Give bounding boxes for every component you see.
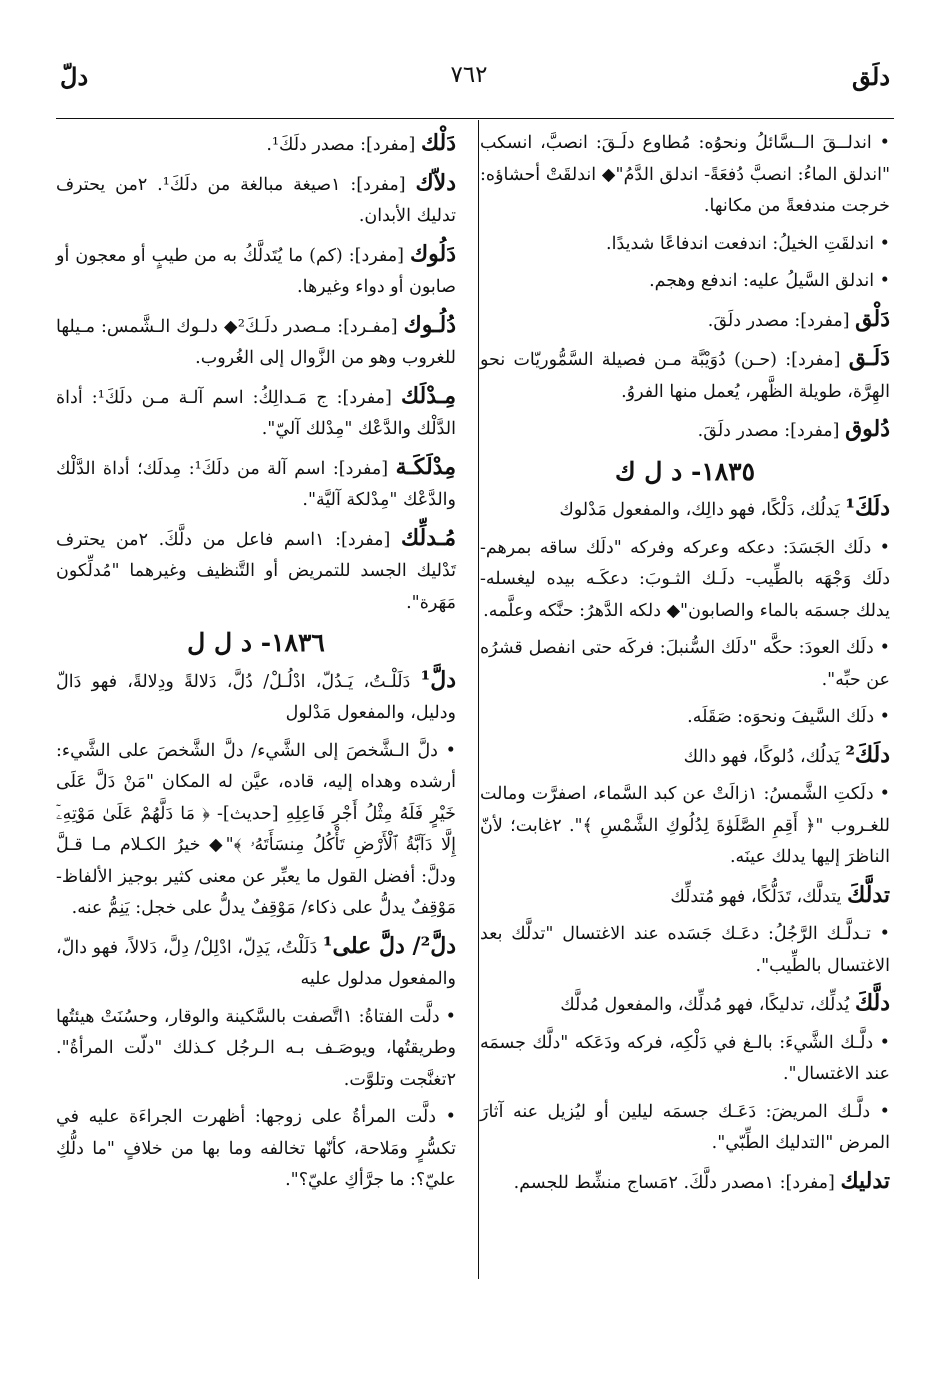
entry-definition: دَلَلْتُ، يَدِلّ، ادْلِلْ/ دِلَّ، دَلالاً، فهو دالّ، والمفعول مدلول عليه xyxy=(56,937,456,989)
dictionary-entry xyxy=(56,931,456,996)
entry-definition: [مفرد]: ١صيغة مبالغة من دلَكَ¹. ٢من يحترف تدليك الأبدان. xyxy=(56,174,456,226)
right-column xyxy=(480,128,890,1205)
dictionary-entry xyxy=(480,343,890,408)
entry-headword: دلَّكَ xyxy=(854,990,890,1016)
dictionary-entry xyxy=(480,740,890,774)
entry-definition: [مفـرد]: مـصدر دلَـكَ²◆ دلـوك الـشَّمس: مـيلها للغروب وهو من الزَّوال إلى الغُروب. xyxy=(56,316,456,368)
entry-sense: • دلَّـك المريضَ: دَعَـك جسمَه ليلين أو ليُزيل عنه آثارَ المرض "التدليك الطِّبّي". xyxy=(480,1101,890,1153)
left-column xyxy=(56,128,456,1203)
entry-definition: [مفرد]: مصدر دلَقَ. xyxy=(707,310,856,331)
entry-sense: • تـدلَّـك الرَّجُلُ: دعَـك جَسَده عند الاغتسال "تدلَّك بعد الاغتسال بالطِّيب". xyxy=(480,924,890,976)
entry-headword: دُلوق xyxy=(845,416,890,442)
dictionary-entry xyxy=(56,452,456,517)
entry-headword: تدلَّكَ xyxy=(847,881,890,908)
entry-sense: • دلَّت المرأةُ على زوجها: أظهرت الجراءَة عليه في تكسُّرٍ ومَلاحة، كأنّها تخالفه وما بها من خلافٍ "ما دلُّكِ عليّ؟: ما جرَّأكِ عليّ؟". xyxy=(56,1107,456,1190)
entry-sense: • دلَك العودَ: حكَّه "دلَك السُّنبلَ: فركَه حتى انفصل قشرُه عن حبِّه". xyxy=(480,638,890,690)
entry-definition: [مفرد]: ١مصدر دلَّكَ. ٢مَساج منشِّط للجسم. xyxy=(513,1172,841,1193)
entry-sense: • دلَّت الفتاةُ: ١اتَّصفت بالسَّكينة والوقار، وحسُنَتْ هيئتُها وطريقتُها، ويوصَـف بـه الـرجُل كـذلك "دلّت المرأةُ". ٢تغنَّجت وتلوَّت. xyxy=(56,1006,457,1090)
entry-definition: يُدلِّك، تدليكًا، فهو مُدلِّك، والمفعول مُدلَّك xyxy=(560,995,855,1015)
dictionary-entry xyxy=(480,414,890,448)
dictionary-entry xyxy=(56,523,456,620)
entry-headword: مِدْلَكَـة xyxy=(395,453,456,480)
entry-headword: مِـدْلَك xyxy=(400,382,456,409)
entry-definition: [مفرد]: ج مَـدالِكُ: اسم آلـة مـن دلَكَ¹: أداة الدَّلْك والدَّعْك "مِدْلك آليّ". xyxy=(56,387,456,439)
entry-headword: دلاّك xyxy=(415,169,456,196)
entry-definition: يَدلُك، دُلوكًا، فهو دالك xyxy=(683,746,846,767)
entry-sense: • اندلــقَ الــسَّائلُ ونحوُه: مُطاوع دلَـقَ: انصبَّ، انسكب "اندلق الماءُ: انصبَّ دُفعَةً- اندلق الدَّمُ"◆ اندلقَتْ أحشاؤه: خرجت مندفعةً من مكانها. xyxy=(480,133,890,216)
section-heading: ١٨٣٦- د ل ل xyxy=(187,628,325,657)
entry-sense: • دلَك الجَسَدَ: دعكه وعركه وفركه "دلَك ساقه بمرهم- دلَك وَجْهَه بالطِّيب- دلَـك الثـوبَ: دعكَـه بيده ليغسله- يدلك جسمَه بالماء والصابون"◆ دلكه الدَّهرُ: حنَّكه وعلَّمه. xyxy=(480,537,890,621)
entry-headword: دُلُـوك xyxy=(403,311,457,338)
entry-definition: [مفرد]: اسم آلة من دلَكَ¹: مِدلَك؛ أداة الدَّلْك والدَّعْك "مِدْلكة آليَّة". xyxy=(56,458,456,510)
entry-definition: [مفرد]: مصدر دلَكَ¹. xyxy=(266,135,421,155)
entry-definition: [مفرد]: مصدر دلَقَ. xyxy=(697,421,846,441)
dictionary-entry xyxy=(56,128,456,162)
dictionary-entry xyxy=(56,239,456,304)
dictionary-entry xyxy=(480,493,890,527)
entry-headword: دلَّ²/ دلَّ على¹ xyxy=(322,932,457,959)
entry-sense: • دلَّ الـشَّخصَ إلى الشَّيء/ دلَّ الشَّخصَ على الشَّيء: أرشده وهداه إليه، قاده، عيَّن له المكان "مَنْ دَلَّ عَلَى خَيْرٍ فَلَهُ مِثْلُ أَجْرِ فَاعِلِهِ [حديث]- ﴿ مَا دَلَّهُمْ عَلَىٰ مَوْتِهِۦٓ إِلَّا دَآبَّةُ ٱلْأَرْضِ تَأْكُلُ مِنسَأَتَهُۥ ﴾"◆ خيرُ الكـلام مـا قـلَّ ودلَّ: أفضل القول ما يعبِّر عن معنى كثير بوجيز الألفاظ- مَوْقِفٌ يدلُّ على ذكاء/ مَوْقِفٌ يدلُّ على خجل: يَنِمُّ عنه. xyxy=(56,740,456,918)
dictionary-entry xyxy=(480,880,890,914)
entry-headword: دَلْك xyxy=(420,130,456,156)
entry-definition: [مفرد]: ١اسم فاعل من دلَّكَ. ٢من يحترف تَدْليك الجسد للتمريض أو التَّنظيف وغيرهما "مُدلِّكون مَهَرة". xyxy=(56,529,456,613)
entry-definition: [مفرد]: (كم) ما يُتَدلَّكُ به من طيبٍ أو معجون أو صابون أو دواء وغيرها. xyxy=(56,245,456,297)
entry-sense: • دلَكتِ الشَّمسُ: ١زالَتْ عن كبد السَّماء، اصفرَّت ومالت للغـروب "﴿ أَقِمِ الصَّلَوٰةَ لِدُلُوكِ الشَّمْسِ ﴾". ٢غابت؛ لأنّ الناظرَ إليها يدلك عينَه. xyxy=(480,784,890,867)
dictionary-entry xyxy=(56,310,456,375)
entry-headword: دلَكَ² xyxy=(845,741,890,768)
entry-headword: دلَّ¹ xyxy=(420,666,456,693)
entry-definition: يتدلَّك، تَدَلُّكًا، فهو مُتدلِّك xyxy=(670,886,848,907)
entry-sense: • دلَك السَّيفَ ونحوَه: صَقَلَه. xyxy=(687,707,890,727)
entry-headword: دلَكَ¹ xyxy=(845,495,890,521)
dictionary-entry xyxy=(480,1166,890,1200)
entry-headword: دَلَـق xyxy=(848,345,890,371)
entry-definition: دَلَلْـتُ، يَـدُلّ، ادْلُـلْ/ دُلَّ، دَلالةً ودِلالةً، فهو دَالّ ودليل، والمفعول مَدْلول xyxy=(56,671,456,723)
entry-definition: يَدلُك، دَلْكًا، فهو دالِك، والمفعول مَدْلوك xyxy=(559,500,846,520)
dictionary-entry xyxy=(56,168,456,233)
dictionary-entry xyxy=(56,665,456,730)
dictionary-entry xyxy=(56,381,456,446)
entry-headword: تدليك xyxy=(840,1167,890,1194)
entry-sense: • اندلقَتِ الخيلُ: اندفعت اندفاعًا شديدًا. xyxy=(606,233,890,254)
section-heading: ١٨٣٥- د ل ك xyxy=(614,456,756,486)
entry-headword: دَلْق xyxy=(855,305,890,332)
dictionary-entry xyxy=(480,304,890,338)
entry-headword: دَلُوك xyxy=(410,240,456,267)
header-right-word: دلَق xyxy=(851,62,890,91)
entry-sense: • اندلق السَّيلُ عليه: اندفع وهجم. xyxy=(649,271,890,291)
page-number: ٧٦٢ xyxy=(450,62,488,88)
header-rule xyxy=(56,118,894,119)
entry-definition: [مفرد]: (حـن) دُوَيْبَّة مـن فصيلة السَّمُّوريّات نحو الهِرَّة، طويلة الظَّهر، يُعمل منها الفروُ. xyxy=(480,350,890,402)
header-left-word: دلّ xyxy=(60,62,89,91)
entry-sense: • دلَّـك الشَّيءَ: بالـغ في دَلْكِه، فركه ودَعَكه "دلَّك جسمَه عند الاغتسال". xyxy=(480,1032,890,1084)
entry-headword: مُـدلِّك xyxy=(400,524,456,551)
column-divider xyxy=(478,120,479,1279)
dictionary-entry xyxy=(480,988,890,1022)
